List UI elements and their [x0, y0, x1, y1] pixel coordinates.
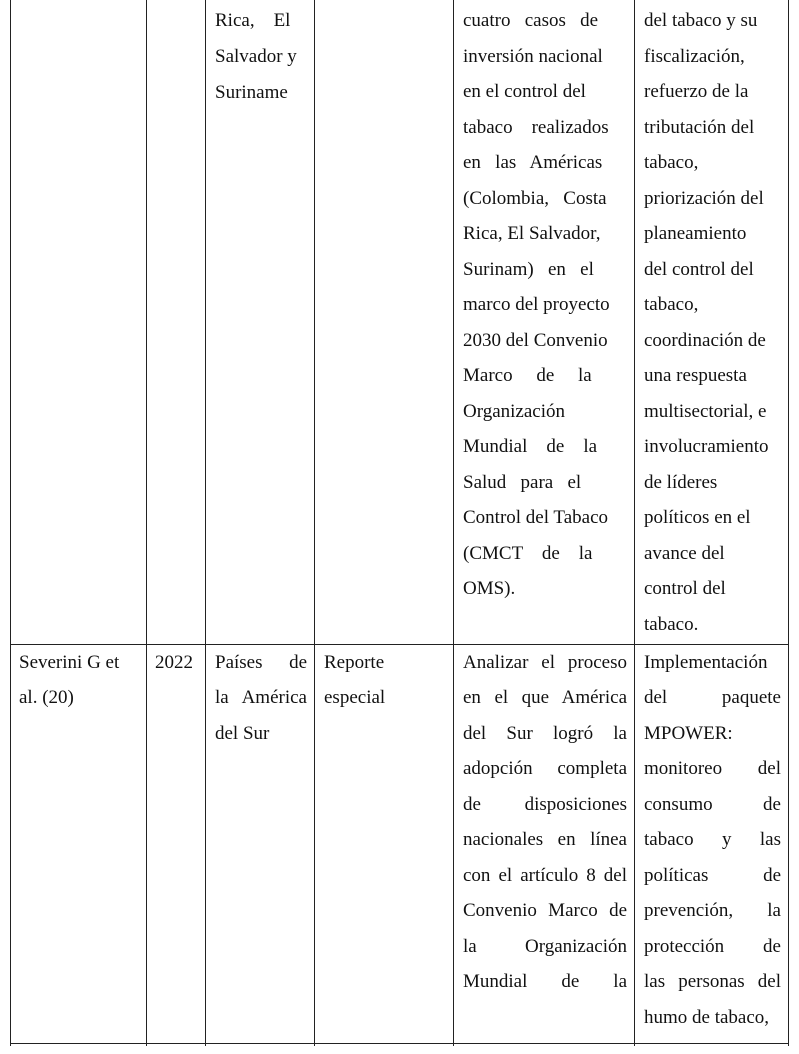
text-line: del paquete: [644, 687, 781, 708]
text-line: Salvador y: [215, 46, 297, 67]
cell-year: [155, 3, 198, 643]
text-line: 2030 del Convenio: [463, 330, 608, 351]
text-line: 2022: [155, 652, 193, 673]
text-line: políticas de: [644, 865, 781, 886]
text-line: cuatro casos de: [463, 10, 599, 31]
text-line: de líderes: [644, 472, 718, 493]
text-line: priorización del: [644, 188, 764, 209]
text-line: fiscalización,: [644, 46, 745, 67]
text-line: Suriname: [215, 82, 288, 103]
text-line: en las Américas: [463, 152, 603, 173]
text-line: Reporte: [324, 652, 385, 673]
text-line: humo de tabaco,: [644, 1007, 770, 1028]
cell-author: [19, 3, 139, 643]
text-line: la América: [215, 687, 307, 708]
text-line: de disposiciones: [463, 794, 627, 815]
row-divider: [10, 1043, 789, 1044]
text-line: protección de: [644, 936, 781, 957]
text-line: tabaco,: [644, 152, 699, 173]
cell-results: [644, 3, 781, 643]
text-line: avance del: [644, 543, 725, 564]
text-line: Organización: [463, 401, 565, 422]
text-line: planeamiento: [644, 223, 747, 244]
text-line: adopción completa: [463, 758, 627, 779]
text-line: involucramiento: [644, 436, 769, 457]
text-line: (CMCT de la: [463, 543, 593, 564]
text-line: del control del: [644, 259, 754, 280]
text-line: tributación del: [644, 117, 755, 138]
text-line: políticos en el: [644, 507, 751, 528]
text-line: del Sur logró la: [463, 723, 627, 744]
text-line: Mundial de la: [463, 436, 598, 457]
text-line: en el que América: [463, 687, 627, 708]
text-line: Control del Tabaco: [463, 507, 609, 528]
cell-results: [644, 645, 781, 1043]
text-line: Marco de la: [463, 365, 592, 386]
text-line: consumo de: [644, 794, 781, 815]
text-line: tabaco realizados: [463, 117, 609, 138]
text-line: Analizar el proceso: [463, 652, 627, 673]
text-line: inversión nacional: [463, 46, 603, 67]
text-line: con el artículo 8 del: [463, 865, 627, 886]
text-line: Severini G et: [19, 652, 120, 673]
cell-year: [155, 645, 198, 1043]
text-line: del tabaco y su: [644, 10, 758, 31]
text-line: las personas del: [644, 971, 781, 992]
text-line: Salud para el: [463, 472, 582, 493]
cell-design: [324, 645, 446, 1043]
text-line: Países de: [215, 652, 307, 673]
text-line: la Organización: [463, 936, 627, 957]
text-line: tabaco.: [644, 614, 699, 635]
text-line: (Colombia, Costa: [463, 188, 607, 209]
text-line: refuerzo de la: [644, 81, 749, 102]
text-line: al. (20): [19, 687, 74, 708]
text-line: tabaco,: [644, 294, 699, 315]
text-line: coordinación de: [644, 330, 766, 351]
text-line: Rica, El Salvador,: [463, 223, 601, 244]
cell-design: [324, 3, 446, 643]
text-line: Surinam) en el: [463, 259, 594, 280]
text-line: especial: [324, 687, 386, 708]
text-line: en el control del: [463, 81, 586, 102]
cell-objective: [463, 645, 627, 1043]
cell-author: [19, 645, 141, 1043]
text-line: OMS).: [463, 578, 516, 599]
cell-setting: [215, 645, 307, 1043]
text-line: monitoreo del: [644, 758, 781, 779]
cell-setting: [215, 3, 307, 643]
text-line: control del: [644, 578, 726, 599]
text-line: multisectorial, e: [644, 401, 767, 422]
cell-objective: [463, 3, 627, 643]
table-row: [0, 645, 799, 1043]
text-line: nacionales en línea: [463, 829, 627, 850]
text-line: Rica, El: [215, 10, 291, 31]
text-line: Convenio Marco de: [463, 900, 627, 921]
text-line: Implementación: [644, 652, 768, 673]
text-line: prevención, la: [644, 900, 781, 921]
text-line: marco del proyecto: [463, 294, 610, 315]
text-line: una respuesta: [644, 365, 747, 386]
text-line: MPOWER:: [644, 723, 733, 744]
text-line: tabaco y las: [644, 829, 781, 850]
text-line: Mundial de la: [463, 971, 627, 992]
text-line: del Sur: [215, 723, 270, 744]
